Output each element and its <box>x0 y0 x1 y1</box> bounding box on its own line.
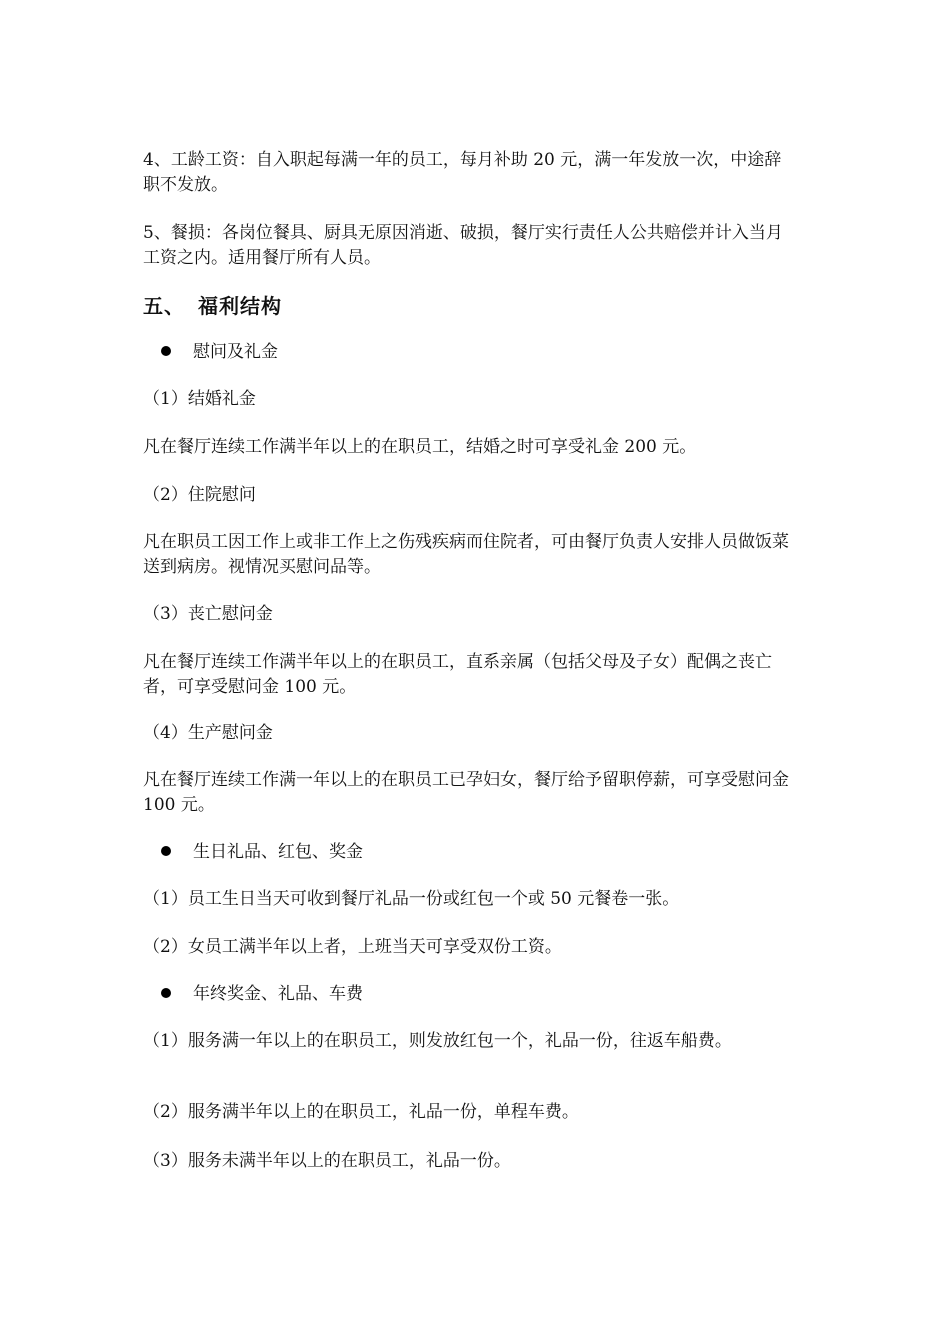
subheading-bereavement: （3）丧亡慰问金 <box>143 604 273 624</box>
paragraph-tableware-loss: 5、餐损：各岗位餐具、厨具无原因消逝、破损，餐厅实行责任人公共赔偿并计入当月工资之内。适用餐厅所有人员。 <box>143 223 783 268</box>
section-number: 五、 <box>143 294 185 318</box>
paragraph-under-half-year-service: （3）服务未满半年以上的在职员工，礼品一份。 <box>143 1151 511 1171</box>
paragraph-wedding-gift: 凡在餐厅连续工作满半年以上的在职员工，结婚之时可享受礼金 200 元。 <box>143 437 697 457</box>
paragraph-one-year-service: （1）服务满一年以上的在职员工，则发放红包一个，礼品一份，往返车船费。 <box>143 1031 732 1051</box>
bullet-label: 慰问及礼金 <box>193 342 278 362</box>
bullet-dot-icon <box>161 988 171 998</box>
paragraph-maternity: 凡在餐厅连续工作满一年以上的在职员工已孕妇女，餐厅给予留职停薪，可享受慰问金 100 元。 <box>143 770 789 815</box>
bullet-condolence-gifts <box>161 340 278 365</box>
subheading-hospital-visit: （2）住院慰问 <box>143 485 256 505</box>
paragraph-half-year-service: （2）服务满半年以上的在职员工，礼品一份，单程车费。 <box>143 1102 579 1122</box>
bullet-dot-icon <box>161 846 171 856</box>
bullet-label: 生日礼品、红包、奖金 <box>193 842 363 862</box>
paragraph-birthday-gift: （1）员工生日当天可收到餐厅礼品一份或红包一个或 50 元餐卷一张。 <box>143 889 680 909</box>
bullet-dot-icon <box>161 346 171 356</box>
subheading-wedding-gift: （1）结婚礼金 <box>143 389 256 409</box>
paragraph-seniority-wage: 4、工龄工资：自入职起每满一年的员工，每月补助 20 元，满一年发放一次，中途辞职不发放。 <box>143 150 782 195</box>
section-heading <box>143 292 282 320</box>
paragraph-double-pay: （2）女员工满半年以上者，上班当天可享受双份工资。 <box>143 937 562 957</box>
paragraph-bereavement: 凡在餐厅连续工作满半年以上的在职员工，直系亲属（包括父母及子女）配偶之丧亡者，可享受慰问金 100 元。 <box>143 652 772 697</box>
bullet-birthday-gifts <box>161 840 363 865</box>
subheading-maternity: （4）生产慰问金 <box>143 723 273 743</box>
section-title: 福利结构 <box>198 294 282 318</box>
bullet-label: 年终奖金、礼品、车费 <box>193 984 363 1004</box>
bullet-year-end-bonus <box>161 982 363 1007</box>
paragraph-hospital-visit: 凡在职员工因工作上或非工作上之伤残疾病而住院者，可由餐厅负责人安排人员做饭菜送到病房。视情况买慰问品等。 <box>143 532 789 577</box>
